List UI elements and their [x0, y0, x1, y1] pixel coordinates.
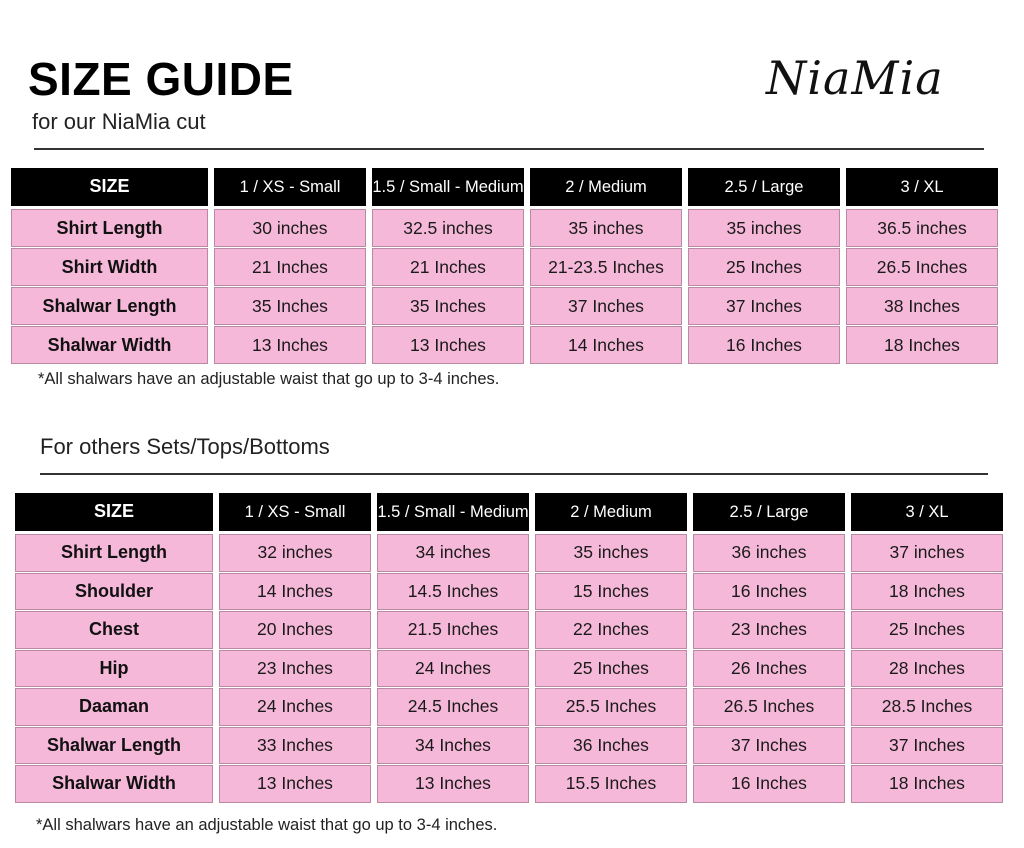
table-cell: 25.5 Inches	[535, 688, 687, 726]
table-cell: 14.5 Inches	[377, 573, 529, 611]
page-subtitle: for our NiaMia cut	[32, 109, 206, 134]
divider-top	[34, 148, 984, 150]
table-cell: 14 Inches	[219, 573, 371, 611]
divider-section2	[40, 473, 988, 475]
footnote-table1: *All shalwars have an adjustable waist that go up to 3-4 inches.	[38, 370, 500, 388]
table-cell: 26 Inches	[693, 650, 845, 688]
row-label: Chest	[15, 611, 213, 649]
brand-logo	[762, 28, 972, 124]
table-cell: 37 Inches	[851, 727, 1003, 765]
table-cell: 35 inches	[535, 534, 687, 572]
table-cell: 15.5 Inches	[535, 765, 687, 803]
section-heading-others: For others Sets/Tops/Bottoms	[40, 434, 330, 459]
row-label: Shalwar Length	[15, 727, 213, 765]
table-cell: 26.5 Inches	[693, 688, 845, 726]
table-cell: 34 inches	[377, 534, 529, 572]
table-cell: 34 Inches	[377, 727, 529, 765]
table-cell: 37 Inches	[693, 727, 845, 765]
row-label: Shirt Width	[11, 248, 208, 286]
table-cell: 24.5 Inches	[377, 688, 529, 726]
table-cell: 18 Inches	[851, 573, 1003, 611]
row-label: Shirt Length	[11, 209, 208, 247]
table-cell: 36 inches	[693, 534, 845, 572]
table-cell: 32.5 inches	[372, 209, 524, 247]
table-cell: 15 Inches	[535, 573, 687, 611]
column-header: 1.5 / Small - Medium	[377, 493, 529, 531]
column-header: 2 / Medium	[535, 493, 687, 531]
table-cell: 36.5 inches	[846, 209, 998, 247]
table-cell: 38 Inches	[846, 287, 998, 325]
table-cell: 23 Inches	[219, 650, 371, 688]
table-cell: 21-23.5 Inches	[530, 248, 682, 286]
column-header: 2.5 / Large	[693, 493, 845, 531]
table-cell: 35 Inches	[214, 287, 366, 325]
table-cell: 25 Inches	[851, 611, 1003, 649]
footnote-table2: *All shalwars have an adjustable waist that go up to 3-4 inches.	[36, 816, 498, 834]
column-header-size: SIZE	[15, 493, 213, 531]
table-cell: 32 inches	[219, 534, 371, 572]
table-cell: 20 Inches	[219, 611, 371, 649]
table-cell: 21.5 Inches	[377, 611, 529, 649]
table-cell: 22 Inches	[535, 611, 687, 649]
size-table-niamia-cut	[11, 168, 998, 364]
table-cell: 25 Inches	[535, 650, 687, 688]
table-cell: 28 Inches	[851, 650, 1003, 688]
row-label: Shoulder	[15, 573, 213, 611]
table-cell: 16 Inches	[688, 326, 840, 364]
page-title: SIZE GUIDE	[28, 53, 294, 105]
row-label: Shalwar Length	[11, 287, 208, 325]
size-table-others	[15, 493, 1003, 803]
row-label: Shalwar Width	[15, 765, 213, 803]
column-header: 1 / XS - Small	[214, 168, 366, 206]
table-cell: 14 Inches	[530, 326, 682, 364]
table-cell: 18 Inches	[851, 765, 1003, 803]
row-label: Shalwar Width	[11, 326, 208, 364]
column-header: 3 / XL	[851, 493, 1003, 531]
table-cell: 24 Inches	[219, 688, 371, 726]
row-label: Hip	[15, 650, 213, 688]
column-header-size: SIZE	[11, 168, 208, 206]
table-cell: 30 inches	[214, 209, 366, 247]
table-cell: 16 Inches	[693, 573, 845, 611]
column-header: 2.5 / Large	[688, 168, 840, 206]
table-cell: 18 Inches	[846, 326, 998, 364]
table-cell: 16 Inches	[693, 765, 845, 803]
brand-logo-text: NiaMia	[766, 51, 944, 105]
table-cell: 21 Inches	[372, 248, 524, 286]
table-cell: 37 inches	[851, 534, 1003, 572]
table-cell: 13 Inches	[377, 765, 529, 803]
table-cell: 25 Inches	[688, 248, 840, 286]
table-cell: 36 Inches	[535, 727, 687, 765]
table-cell: 35 inches	[530, 209, 682, 247]
table-cell: 37 Inches	[530, 287, 682, 325]
column-header: 1 / XS - Small	[219, 493, 371, 531]
table-cell: 37 Inches	[688, 287, 840, 325]
table-cell: 23 Inches	[693, 611, 845, 649]
column-header: 1.5 / Small - Medium	[372, 168, 524, 206]
row-label: Daaman	[15, 688, 213, 726]
table-cell: 26.5 Inches	[846, 248, 998, 286]
column-header: 2 / Medium	[530, 168, 682, 206]
table-cell: 13 Inches	[219, 765, 371, 803]
table-cell: 33 Inches	[219, 727, 371, 765]
table-cell: 21 Inches	[214, 248, 366, 286]
table-cell: 35 Inches	[372, 287, 524, 325]
column-header: 3 / XL	[846, 168, 998, 206]
table-cell: 24 Inches	[377, 650, 529, 688]
table-cell: 35 inches	[688, 209, 840, 247]
table-cell: 13 Inches	[214, 326, 366, 364]
table-cell: 28.5 Inches	[851, 688, 1003, 726]
row-label: Shirt Length	[15, 534, 213, 572]
table-cell: 13 Inches	[372, 326, 524, 364]
